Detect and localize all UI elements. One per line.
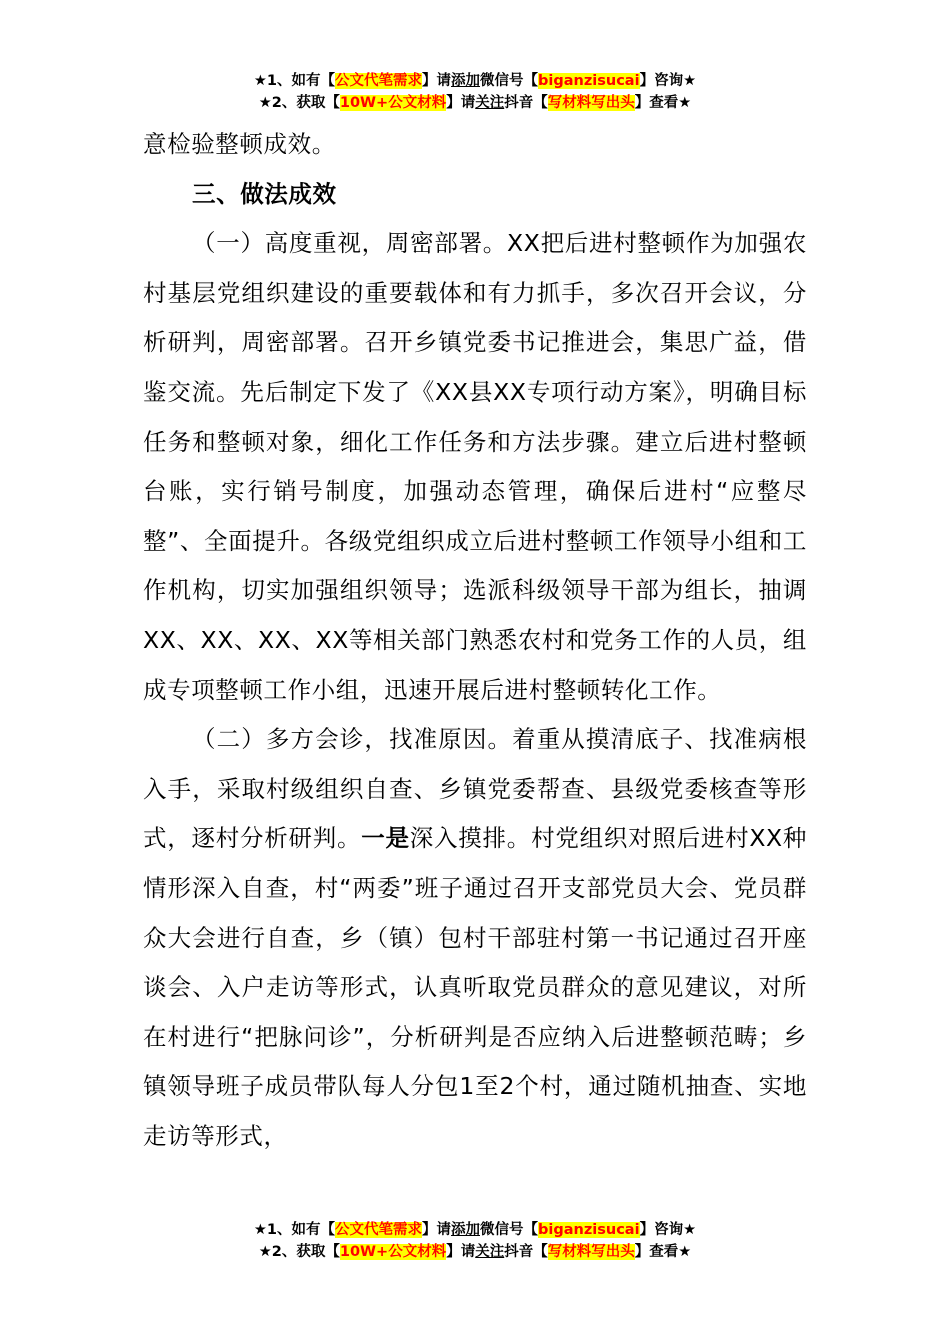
promo-text: 抖音【: [504, 95, 548, 111]
promo-line-1: [0, 70, 950, 92]
promo-line-2: [0, 92, 950, 114]
promo-text: ★2、获取【: [258, 1244, 340, 1260]
promo-highlight: 公文代笔需求: [335, 1222, 423, 1238]
paragraph-bold-lead: 一是: [361, 824, 410, 853]
promo-text: 】查看★: [634, 95, 692, 111]
promo-wechat-id: biganzisucai: [538, 1222, 640, 1238]
header-promo-banner: [0, 70, 950, 114]
promo-text: 抖音【: [504, 1244, 548, 1260]
promo-douyin-id: 写材料写出头: [547, 95, 635, 111]
promo-text: ★1、如有【: [253, 1222, 336, 1238]
promo-text: 】查看★: [634, 1244, 692, 1260]
paragraph-text: 深入摸排。村党组织对照后进村XX种情形深入自查，村“两委”班子通过召开支部党员大会、党员群众大会进行自查，乡（镇）包村干部驻村第一书记通过召开座谈会、入户走访等形式，认真听取党员群众的意见建议，对所在村进行“把脉问诊”，分析研判是否应纳入后进整顿范畴；乡镇领导班子成员带队每人分包1至2个村，通过随机抽查、实地走访等形式，: [143, 824, 807, 1150]
promo-line-1: [0, 1219, 950, 1241]
promo-text: 】咨询★: [639, 1222, 697, 1238]
promo-douyin-id: 写材料写出头: [547, 1244, 635, 1260]
promo-text: 微信号【: [480, 73, 539, 89]
promo-text: 】请: [446, 95, 476, 111]
promo-emphasis: 关注: [475, 95, 505, 111]
promo-text: 】请: [422, 73, 452, 89]
continuation-line: 意检验整顿成效。: [143, 130, 336, 158]
promo-text: 】咨询★: [639, 73, 697, 89]
section-heading: 三、做法成效: [192, 179, 337, 208]
promo-highlight: 10W+公文材料: [339, 1244, 447, 1260]
promo-text: ★2、获取【: [258, 95, 340, 111]
document-body: [143, 120, 807, 1161]
promo-emphasis: 添加: [451, 73, 481, 89]
paragraph-2: [143, 715, 807, 1161]
promo-text: 微信号【: [480, 1222, 539, 1238]
promo-line-2: [0, 1241, 950, 1263]
promo-highlight: 公文代笔需求: [335, 73, 423, 89]
promo-text: ★1、如有【: [253, 73, 336, 89]
paragraph-text: （二）多方会诊，找准原因。着重从摸清底子、找准病根入手，采取村级组织自查、乡镇党委帮查、县级党委核查等形式，逐村分析研判。: [143, 725, 807, 853]
promo-wechat-id: biganzisucai: [538, 73, 640, 89]
promo-emphasis: 添加: [451, 1222, 481, 1238]
promo-text: 】请: [422, 1222, 452, 1238]
promo-text: 】请: [446, 1244, 476, 1260]
footer-promo-banner: [0, 1219, 950, 1263]
promo-emphasis: 关注: [475, 1244, 505, 1260]
promo-highlight: 10W+公文材料: [339, 95, 447, 111]
paragraph-1: （一）高度重视，周密部署。XX把后进村整顿作为加强农村基层党组织建设的重要载体和有力抓手，多次召开会议，分析研判，周密部署。召开乡镇党委书记推进会，集思广益，借鉴交流。先后制定下发了《XX县XX专项行动方案》，明确目标任务和整顿对象，细化工作任务和方法步骤。建立后进村整顿台账，实行销号制度，加强动态管理，确保后进村“应整尽整”、全面提升。各级党组织成立后进村整顿工作领导小组和工作机构，切实加强组织领导；选派科级领导干部为组长，抽调XX、XX、XX、XX等相关部门熟悉农村和党务工作的人员，组成专项整顿工作小组，迅速开展后进村整顿转化工作。: [143, 229, 807, 704]
